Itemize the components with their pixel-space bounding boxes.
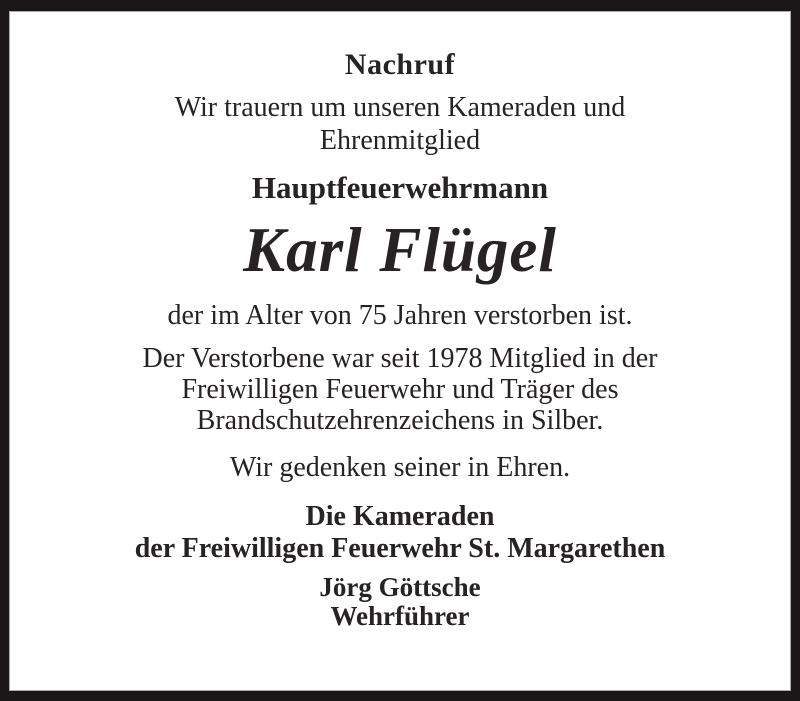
- remembrance-line: Wir gedenken seiner in Ehren.: [229, 452, 571, 483]
- obituary-notice: [9, 11, 791, 691]
- intro-line-2: Ehrenmitglied: [319, 125, 481, 156]
- membership-line-2: Freiwilligen Feuerwehr und Träger des: [181, 374, 619, 405]
- signatory-block: [10, 573, 790, 631]
- membership-paragraph: [10, 343, 790, 436]
- intro-paragraph: [10, 91, 790, 157]
- deceased-name: Karl Flügel: [243, 215, 557, 285]
- membership-line-3: Brandschutzehrenzeichens in Silber.: [196, 405, 604, 436]
- signature-line-2: der Freiwilligen Feuerwehr St. Margarethen: [134, 533, 666, 564]
- notice-title: Nachruf: [344, 48, 456, 81]
- signatory-role: Wehrführer: [330, 601, 470, 631]
- membership-line-1: Der Verstorbene war seit 1978 Mitglied in der: [142, 343, 658, 374]
- signature-line-1: Die Kameraden: [305, 501, 495, 532]
- deceased-rank: Hauptfeuerwehrmann: [251, 170, 549, 205]
- signature-block: [10, 501, 790, 565]
- age-line: der im Alter von 75 Jahren verstorben ist.: [167, 300, 633, 331]
- intro-line-1: Wir trauern um unseren Kameraden und: [174, 92, 626, 123]
- signatory-name: Jörg Göttsche: [319, 572, 481, 602]
